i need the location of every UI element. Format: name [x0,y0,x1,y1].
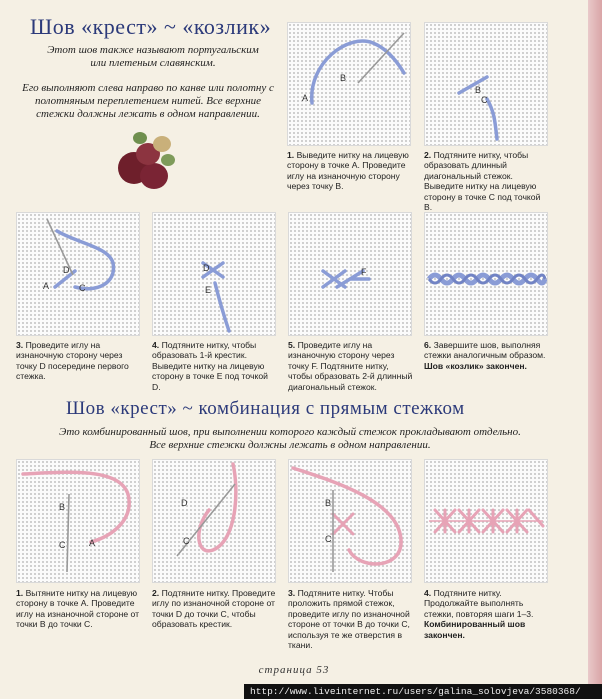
comb2-label-c: C [183,536,190,546]
section1-intro-1: Этот шов также называют португальским или плетеным славянским. [47,44,259,69]
comb3-label-b: B [325,498,332,508]
step3-label-d: D [63,265,70,275]
comb-step4-caption: 4. Подтяните нитку. Продолжайте выполнять стежки, повторяя шаги 1–3. Комбинированный шов закончен. [424,588,534,640]
step5-label-f: F [361,267,367,277]
comb-step3-panel [288,459,412,583]
step5-panel [288,212,412,336]
step1-caption: 1. Выведите нитку на лицевую сторону в точке A. Проведите иглу на изнаночную сторону через точку B. [287,150,409,192]
step2-label-c: C [481,95,488,105]
section2-intro-1: Это комбинированный шов, при выполнении которого каждый стежок прокладывают отдельно. [59,426,521,438]
step5-caption: 5. Проведите иглу на изнаночную сторону через точку F. Подтяните нитку, чтобы образовать 2-й длинный диагональный стежок. [288,340,413,392]
comb1-label-c: C [59,540,66,550]
step2-panel [424,22,548,146]
page-edge [588,0,602,699]
flower-illustration [104,124,184,196]
step4-label-e: E [205,285,212,295]
step1-label-a: A [302,93,309,103]
step2-label-b: B [475,85,482,95]
section2-title: Шов «крест» ~ комбинация с прямым стежком [66,398,465,419]
comb-step1-panel [16,459,140,583]
step1-label-b: B [340,73,347,83]
comb1-label-a: A [89,538,96,548]
step6-caption: 6. Завершите шов, выполняя стежки аналогичным образом. Шов «козлик» закончен. [424,340,546,371]
step3-label-a: A [43,281,50,291]
section1-title: Шов «крест» ~ «козлик» [30,14,272,39]
step3-caption: 3. Проведите иглу на изнаночную сторону через точку D посередине первого стежка. [16,340,129,382]
step4-caption: 4. Подтяните нитку, чтобы образовать 1-й крестик. Выведите нитку на лицевую сторону в точке E под точкой D. [152,340,268,392]
step3-label-c: C [79,283,86,293]
step1-panel [287,22,411,146]
comb-step2-caption: 2. Подтяните нитку. Проведите иглу по изнаночной стороне от точки D до точки C, чтобы образовать крестик. [152,588,276,630]
comb-step3-caption: 3. Подтяните нитку. Чтобы проложить прямой стежок, проведите иглу по изнаночной стороне от точки B до точки C, используя те же отверстия в ткани. [288,588,410,651]
comb1-label-b: B [59,502,66,512]
section1-intro-2: Его выполняют слева направо по канве или полотну с полотняным переплетением нитей. Все верхние стежки должны лежать в одном направлении. [22,82,274,120]
step4-panel [152,212,276,336]
comb3-label-c: C [325,534,332,544]
source-url[interactable]: http://www.liveinternet.ru/users/galina_solovjeva/3580368/ [244,684,602,699]
page-number: страница 53 [258,664,330,676]
comb-step2-panel [152,459,276,583]
comb2-label-d: D [181,498,188,508]
step6-panel [424,212,548,336]
step3-panel [16,212,140,336]
comb-step4-panel [424,459,548,583]
section2-intro-2: Все верхние стежки должны лежать в одном направлении. [149,439,431,451]
step4-label-d: D [203,263,210,273]
comb-step1-caption: 1. Вытяните нитку на лицевую сторону в точке A. Проведите иглу на изнаночной стороне от точки B до точки C. [16,588,140,630]
step2-caption: 2. Подтяните нитку, чтобы образовать длинный диагональный стежок. Выведите нитку на лицевую сторону в точке C под точкой B. [424,150,541,213]
